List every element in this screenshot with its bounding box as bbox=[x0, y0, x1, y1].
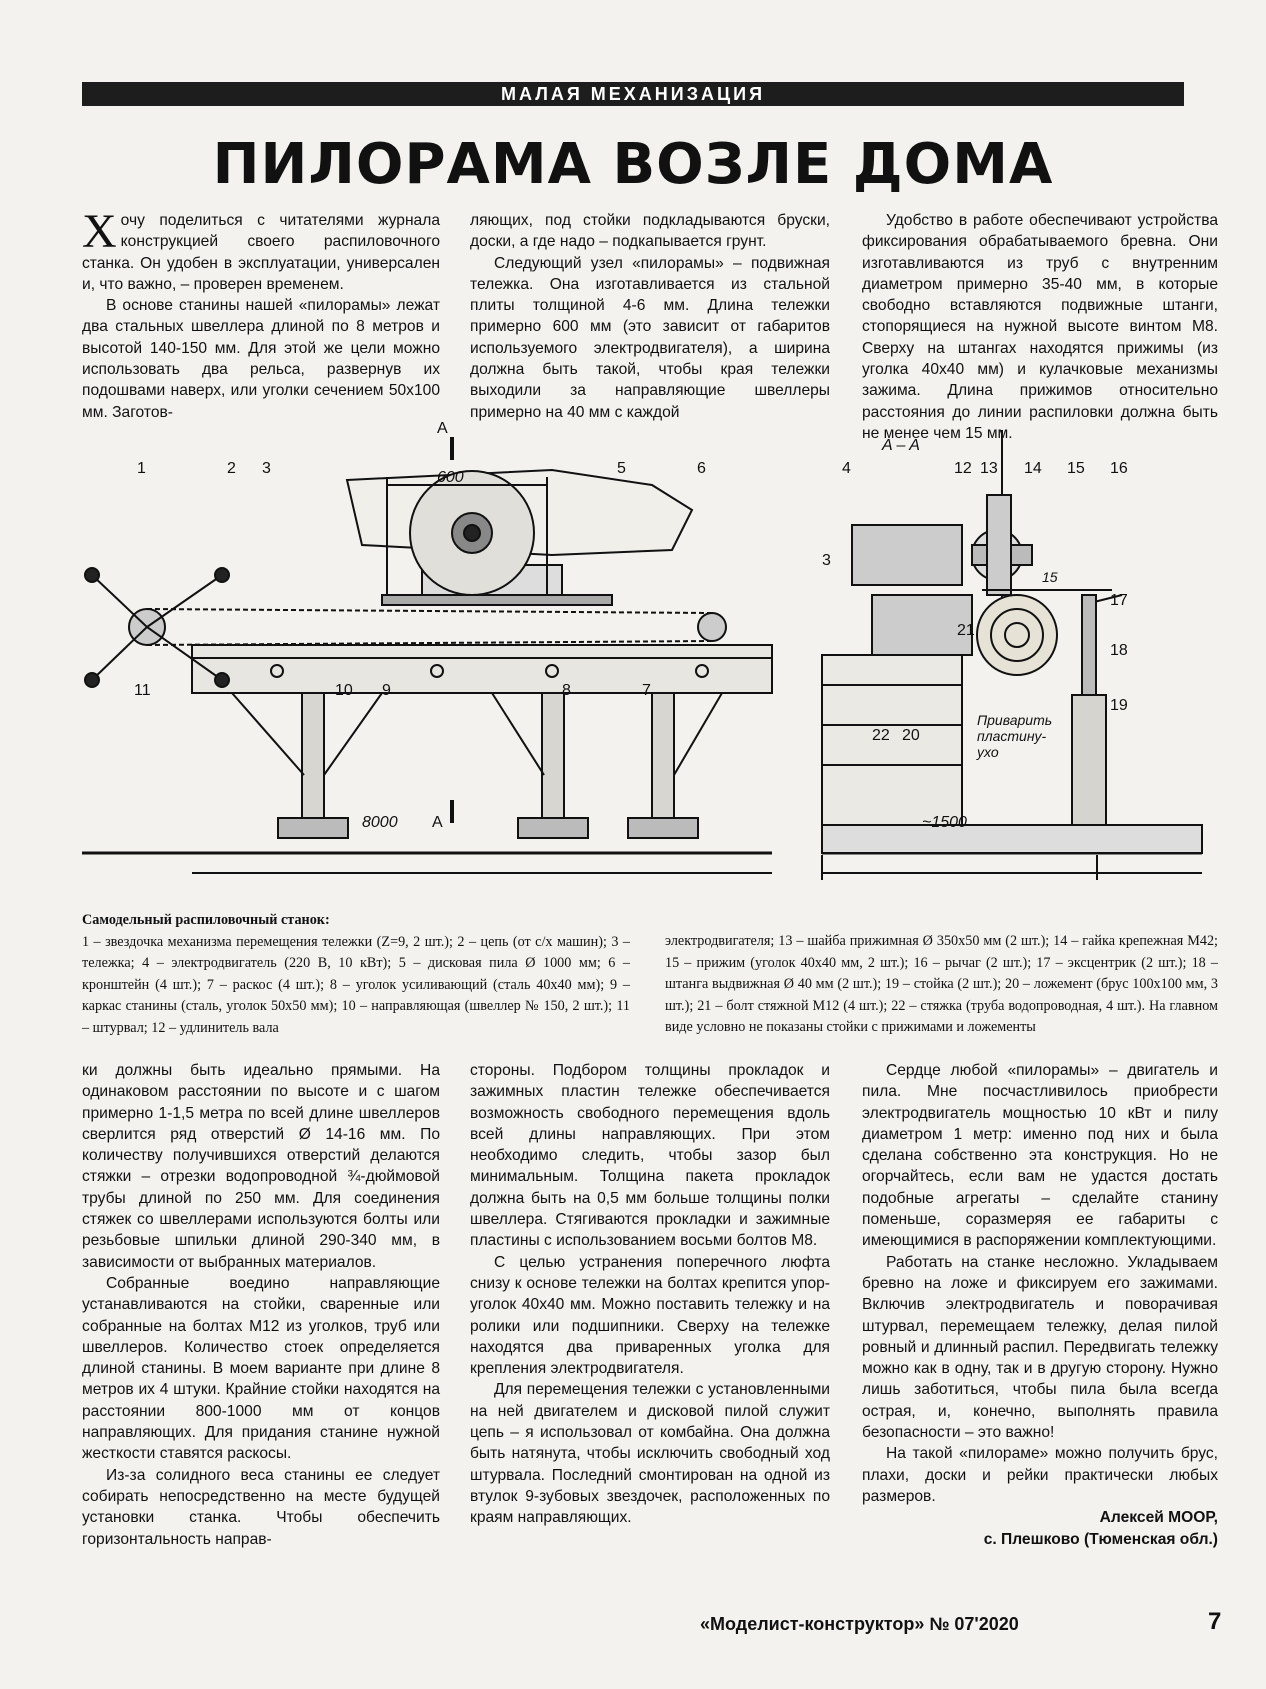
caption-left-text: 1 – звездочка механизма перемещения тележки (Z=9, 2 шт.); 2 – цепь (от с/х машин); 3 – тележка; 4 – электродвигатель (220 В, 10 кВт); 5 – дисковая пила Ø 1000 мм; 6 – кронштейн (4 шт.); 7 – раскос (4 шт.); 8 – уголок усиливающий (сталь 40х40 мм); 9 – каркас станины (сталь, уголок 50х50 мм); 10 – направляющая (швеллер № 150, 2 шт.); 11 – штурвал; 12 – удлинитель вала bbox=[82, 933, 630, 1036]
body-col-2 bbox=[470, 1060, 830, 1529]
dim-15: 15 bbox=[1042, 569, 1058, 585]
intro-col2-p1: ляющих, под стойки подкладываются бруски, доски, а где надо – подкапывается грунт. bbox=[470, 212, 830, 251]
body-col1-p1: ки должны быть идеально прямыми. На одинаковом расстоянии по высоте и с шагом примерно 1-1,5 метра по всей длине швеллеров сверлится ряд отверстий Ø 14-16 мм. По количеству получившихся отверстий делаются стяжки – отрезки водопроводной ¾-дюймовой трубы длиной по 250 мм. Для соединения стяжек со швеллерами используются болты или резьбовые шпильки длиной 290-340 мм, в зависимости от выбранных материалов. bbox=[82, 1062, 440, 1271]
body-col-1 bbox=[82, 1060, 440, 1550]
callout-15: 15 bbox=[1067, 460, 1085, 477]
callout-11: 11 bbox=[134, 682, 151, 699]
body-col2-p2: С целью устранения поперечного люфта снизу к основе тележки на болтах крепится упор-уголок 40х40 мм. Можно поставить тележку и на ролики или подшипники. Сверху на тележке находятся два приваренных уголка для крепления электродвигателя. bbox=[470, 1253, 830, 1378]
intro-col-2 bbox=[470, 210, 830, 423]
section-mark-bottom: A bbox=[432, 814, 443, 831]
callout-10: 10 bbox=[335, 682, 353, 699]
intro-col1-p1: Хочу поделиться с читателями журнала конструкцией своего распиловочного станка. Он удобен в эксплуатации, универсален и, что важно, – проверен временем. bbox=[82, 205, 440, 293]
section-label: A – A bbox=[882, 437, 920, 454]
callout-19: 19 bbox=[1110, 697, 1128, 714]
callout-4: 4 bbox=[842, 460, 851, 477]
callout-3b: 3 bbox=[822, 552, 831, 569]
weld-note-3: ухо bbox=[977, 744, 999, 760]
intro-col-3 bbox=[862, 210, 1218, 444]
body-col-3 bbox=[862, 1060, 1218, 1550]
callout-9: 9 bbox=[382, 682, 391, 699]
dim-1500: ~1500 bbox=[922, 814, 967, 831]
body-col3-p1: Сердце любой «пилорамы» – двигатель и пила. Мне посчастливилось приобрести электродвигатель мощностью 10 кВт и пилу диаметром 1 метр: именно под них и была сделана собственно эта конструкция. Но не огорчайтесь, если вам не удастся достать подобные агрегаты – сделайте станину поменьше, соразмеряя ее габариты с имеющимися в распоряжении комплектующими. bbox=[862, 1062, 1218, 1250]
weld-note-1: Приварить bbox=[977, 712, 1053, 728]
intro-col3-p1: Удобство в работе обеспечивают устройства фиксирования обрабатываемого бревна. Они изготавливаются из труб с внутренним диаметром примерно 35-40 мм, в которые свободно вставляются подвижные штанги, стопорящиеся на нужной высоте винтом М8. Сверху на штангах находятся прижимы (из уголка 40х40 мм) и кулачковые механизмы зажима. Длина прижимов относительно расстояния до линии распиловки должна быть не менее чем 15 мм. bbox=[862, 212, 1218, 442]
callout-1: 1 bbox=[137, 460, 146, 477]
callout-8: 8 bbox=[562, 682, 571, 699]
callout-21: 21 bbox=[957, 622, 975, 639]
dropcap: Х bbox=[82, 205, 117, 258]
section-mark-top: A bbox=[437, 420, 448, 437]
callout-20: 20 bbox=[902, 727, 920, 744]
callout-17: 17 bbox=[1110, 592, 1128, 609]
callout-22: 22 bbox=[872, 727, 890, 744]
callout-2: 2 bbox=[227, 460, 236, 477]
figure-caption-right bbox=[665, 931, 1218, 1039]
intro-col-1 bbox=[82, 205, 440, 423]
body-col1-p2: Собранные воедино направляющие устанавливаются на стойки, сваренные или собранные на болтах М12 из уголков, труб или швеллеров. Количество стоек определяется длиной станины. В моем варианте при длине 8 метров их 4 штуки. Крайние стойки находятся на расстоянии 800-1000 мм от концов направляющих. Для придания станине нужной жесткости ставятся раскосы. bbox=[82, 1274, 440, 1463]
body-col3-p2: Работать на станке несложно. Укладываем бревно на ложе и фиксируем его зажимами. Включив электродвигатель и поворачивая штурвал, перемещаем тележку, делая пилой ровный и длинный распил. Передвигать тележку можно как в одну, так и в другую сторону. Нужно лишь заботиться, чтобы пила была всегда острая, и, конечно, выполнять правила безопасности – это важно! bbox=[862, 1253, 1218, 1442]
weld-note-2: пластину- bbox=[977, 728, 1047, 744]
body-col1-p3: Из-за солидного веса станины ее следует собирать непосредственно на месте будущей установки станка. Чтобы обеспечить горизонтальность направ- bbox=[82, 1466, 440, 1548]
page-number: 7 bbox=[1208, 1608, 1222, 1635]
sawmill-drawing bbox=[82, 420, 1222, 905]
section-header: МАЛАЯ МЕХАНИЗАЦИЯ bbox=[82, 82, 1184, 106]
article-title: ПИЛОРАМА ВОЗЛЕ ДОМА bbox=[212, 132, 1054, 197]
body-col2-p3: Для перемещения тележки с установленными на ней двигателем и дисковой пилой служит цепь – я использовал от комбайна. Она должна быть натянута, чтобы исключить свободный ход штурвала. Последний смонтирован на одной из втулок 9-зубовых звездочек, расположенных по краям направляющих. bbox=[470, 1381, 830, 1527]
author-place: с. Плешково (Тюменская обл.) bbox=[983, 1530, 1218, 1548]
intro-col2-p2: Следующий узел «пилорамы» – подвижная тележка. Она изготавливается из стальной плиты толщиной 4-6 мм. Длина тележки примерно 600 мм (это зависит от габаритов используемого электродвигателя), а ширина должна быть такой, чтобы края тележки выходили за направляющие швеллеры примерно на 40 мм с каждой bbox=[470, 254, 830, 421]
callout-3: 3 bbox=[262, 460, 271, 477]
callout-18: 18 bbox=[1110, 642, 1128, 659]
body-col3-p3: На такой «пилораме» можно получить брус, плахи, доски и рейки практически любых размеров. bbox=[862, 1445, 1218, 1505]
magazine-issue: «Моделист-конструктор» № 07'2020 bbox=[700, 1614, 1019, 1634]
dim-600: 600 bbox=[437, 469, 464, 486]
callout-6: 6 bbox=[697, 460, 706, 477]
callout-7: 7 bbox=[642, 682, 651, 699]
caption-right-text: электродвигателя; 13 – шайба прижимная Ø 350х50 мм (2 шт.); 14 – гайка крепежная М42; 15 – прижим (уголок 40х40 мм, 2 шт.); 16 – рычаг (2 шт.); 17 – эксцентрик (2 шт.); 18 – штанга выдвижная Ø 40 мм (2 шт.); 19 – стойка (2 шт.); 20 – ложемент (брус 100х100 мм, 3 шт.); 21 – болт стяжной М12 (4 шт.); 22 – стяжка (труба водопроводная, 4 шт.). На главном виде условно не показаны стойки с прижимами и ложементы bbox=[665, 933, 1218, 1035]
body-col2-p1: стороны. Подбором толщины прокладок и зажимных пластин тележке обеспечивается возможность свободного перемещения вдоль всей длины направляющих. При этом необходимо следить, чтобы зазор был минимальным. Толщина пакета прокладок должна быть на 0,5 мм больше толщины полки швеллера. Стягиваются прокладки и зажимные пластины с использованием восьми болтов М8. bbox=[470, 1062, 830, 1250]
callout-13: 13 bbox=[980, 460, 998, 477]
figure-caption-left bbox=[82, 910, 630, 1039]
author-name: Алексей МООР, bbox=[1099, 1509, 1218, 1527]
callout-16: 16 bbox=[1110, 460, 1128, 477]
callout-5: 5 bbox=[617, 460, 626, 477]
callout-12: 12 bbox=[954, 460, 972, 477]
dim-8000: 8000 bbox=[362, 814, 398, 831]
callout-14: 14 bbox=[1024, 460, 1042, 477]
intro-col1-p2: В основе станины нашей «пилорамы» лежат два стальных швеллера длиной по 8 метров и высотой 140-150 мм. Для этой же цели можно использовать два рельса, развернув их подошвами наверх, или уголки сечением 50х100 мм. Заготов- bbox=[82, 297, 440, 421]
caption-title: Самодельный распиловочный станок: bbox=[82, 912, 330, 928]
